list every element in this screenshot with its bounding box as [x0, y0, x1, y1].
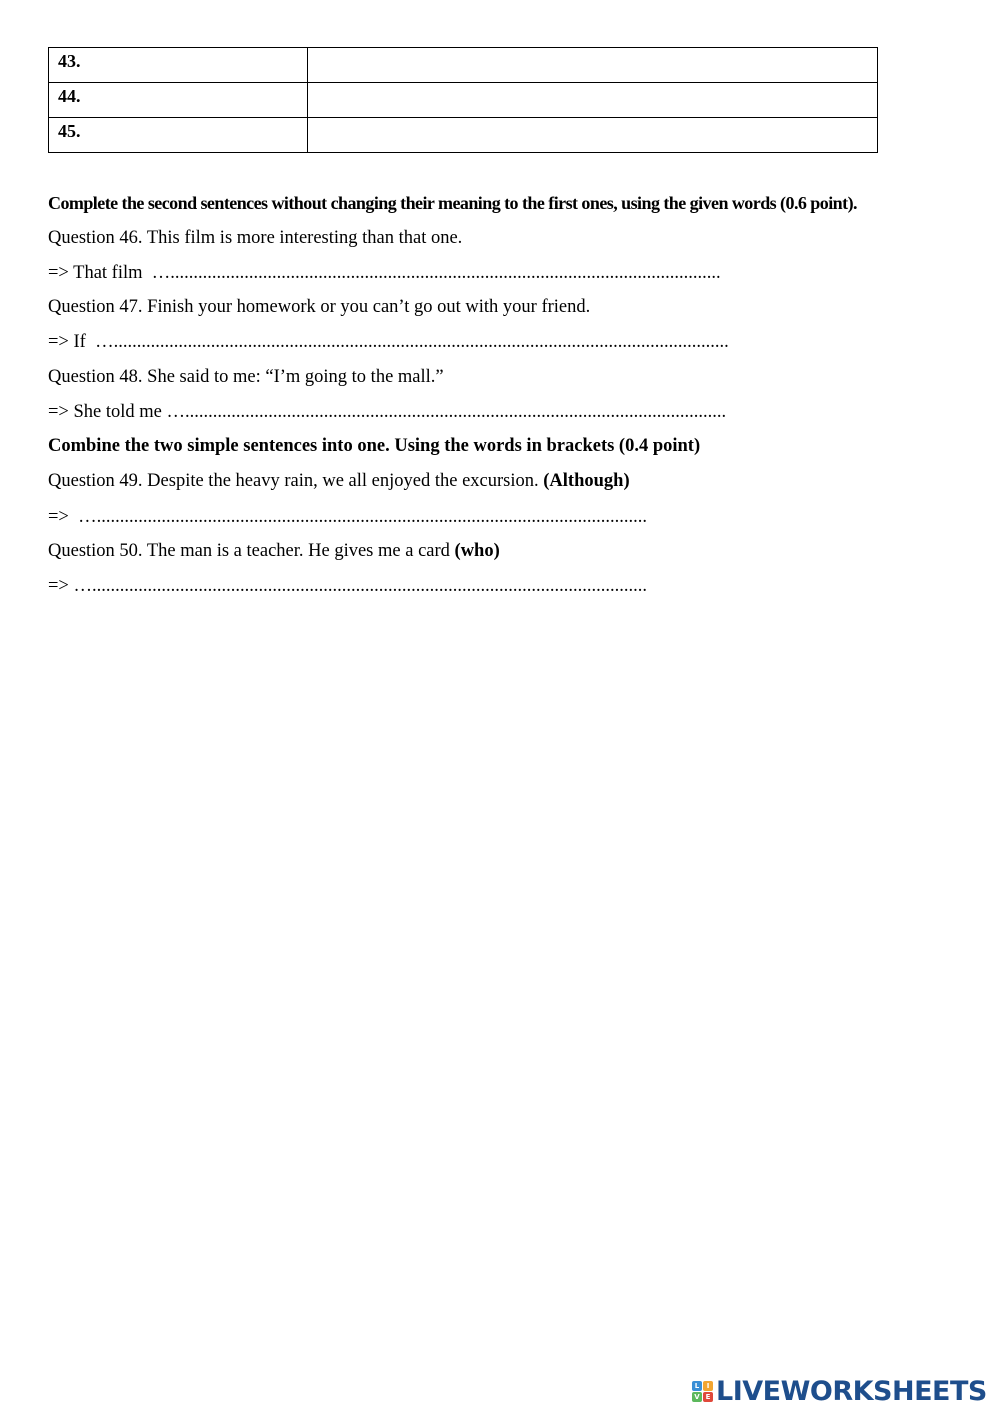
question-49-keyword: (Although) — [543, 471, 630, 491]
logo-mark-letter: I — [703, 1381, 713, 1391]
answer-start: => She told me — [48, 402, 162, 422]
question-50-answer-line — [48, 575, 647, 597]
question-48-prompt: Question 48. She said to me: “I’m going to the mall.” — [48, 367, 444, 387]
logo-mark-letter: E — [703, 1392, 713, 1402]
liveworksheets-logo-text: LIVEWORKSHEETS — [716, 1375, 987, 1407]
answer-table — [48, 47, 878, 153]
answer-start: => — [48, 576, 69, 596]
answer-cell[interactable] — [308, 83, 878, 118]
table-row — [49, 83, 878, 118]
logo-mark-letter: V — [692, 1392, 702, 1402]
row-number: 45. — [49, 118, 308, 153]
logo-mark-letter: L — [692, 1381, 702, 1391]
answer-blank[interactable]: …..................................................................................................................................... — [95, 332, 729, 352]
question-49-prompt-line — [48, 470, 630, 492]
question-46-answer-line — [48, 262, 721, 284]
question-49-answer-line — [48, 506, 647, 528]
answer-blank[interactable]: …..................................................................................................................... — [166, 402, 727, 422]
question-47-prompt: Question 47. Finish your homework or you can’t go out with your friend. — [48, 297, 591, 317]
liveworksheets-logo-icon — [692, 1381, 713, 1402]
answer-blank[interactable]: …....................................................................................................................... — [151, 263, 721, 283]
section-combine-heading: Combine the two simple sentences into one. Using the words in brackets (0.4 point) — [48, 436, 701, 456]
answer-start: => If — [48, 332, 86, 352]
question-46-prompt: Question 46. This film is more interesting than that one. — [48, 228, 463, 248]
answer-start: => — [48, 507, 69, 527]
section-rewrite-heading: Complete the second sentences without changing their meaning to the first ones, using the given words (0.6 point). — [48, 193, 857, 213]
row-number: 43. — [49, 48, 308, 83]
table-row — [49, 48, 878, 83]
question-50-keyword: (who) — [454, 541, 500, 561]
answer-cell[interactable] — [308, 48, 878, 83]
question-50-prompt-line — [48, 540, 500, 562]
question-47-answer-line — [48, 331, 729, 353]
row-number: 44. — [49, 83, 308, 118]
answer-cell[interactable] — [308, 118, 878, 153]
question-49-prompt: Question 49. Despite the heavy rain, we all enjoyed the excursion. — [48, 471, 539, 491]
table-row — [49, 118, 878, 153]
liveworksheets-logo[interactable] — [692, 1376, 987, 1406]
question-48-answer-line — [48, 401, 726, 423]
question-50-prompt: Question 50. The man is a teacher. He gives me a card — [48, 541, 450, 561]
answer-blank[interactable]: …........................................................................................................................ — [73, 576, 647, 596]
answer-start: => That film — [48, 263, 143, 283]
answer-blank[interactable]: …....................................................................................................................... — [78, 507, 647, 527]
